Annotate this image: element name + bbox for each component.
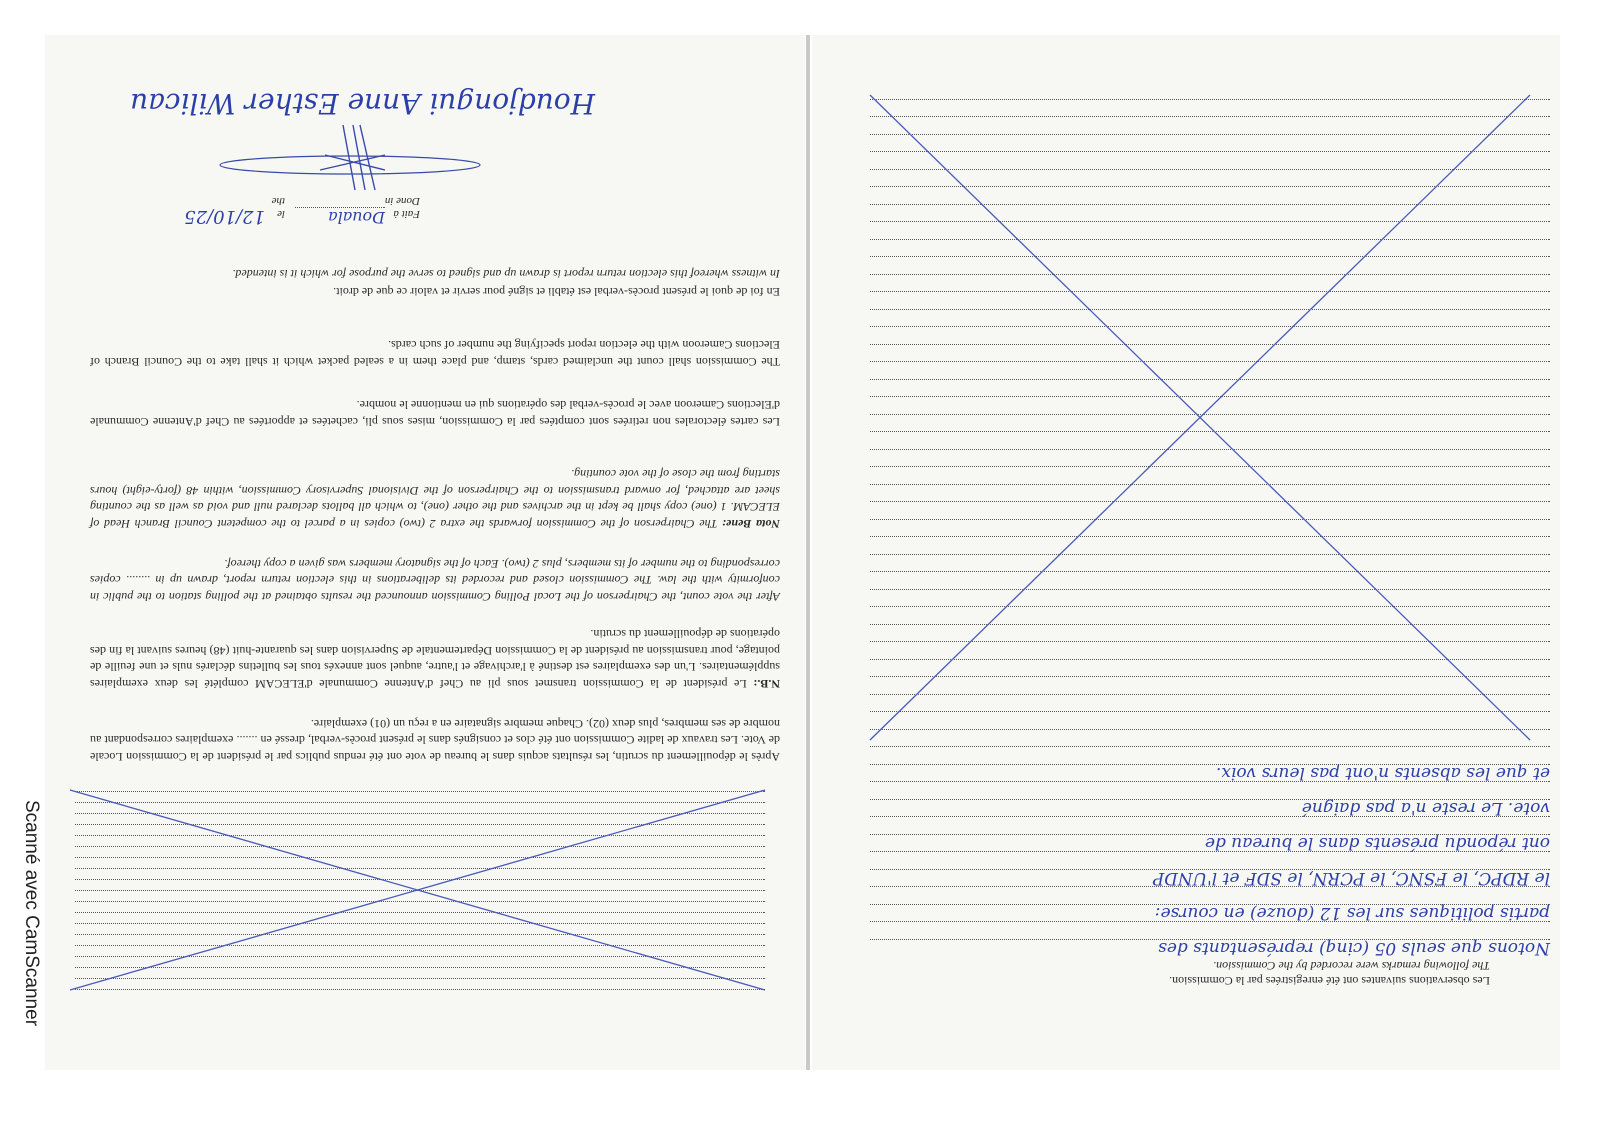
date-field: 12/10/25 xyxy=(184,206,265,227)
remarks-heading-en: The following remarks were recorded by the Commission. xyxy=(1213,959,1490,973)
nota-bene-label: Nota Bene: xyxy=(721,517,780,531)
place-field: Douala xyxy=(295,207,385,227)
left-page xyxy=(45,35,805,1070)
remark-line: et que les absents n'ont pas leurs voix. xyxy=(1215,763,1550,783)
date-label: le the xyxy=(271,195,285,220)
paragraph-results-fr: Après le dépouillement du scrutin, les résultats acquis dans le bureau de vote ont été rendus publics par le président de la Commission Locale de Vote. Les travaux de ladite Commission ont été clos et consignés dans le présent procès-verbal, dressé en ....... exemplaires correspondant au nombre de ses membres, plus deux (02). Chaque membre signataire en a reçu un (01) exemplaire. xyxy=(90,717,780,764)
right-page xyxy=(812,35,1560,1070)
remark-line: ont répondu présents dans le bureau de xyxy=(1204,833,1550,853)
remarks-heading-fr: Les observations suivantes ont été enregistrées par la Commission. xyxy=(1169,974,1490,988)
paragraph-cards-en: The Commission shall count the unclaimed cards, stamp, and place them in a sealed packet which it shall take to the Council Branch of Elections Cameroon with the election report specifying the number of such cards. xyxy=(90,338,780,369)
remark-line: Notons que seuls 05 (cinq) représentants des xyxy=(1158,938,1550,958)
nb-text: Le président de la Commission transmet sous pli au Chef d'Antenne Communale d'ELECAM complété les deux exemplaires supplémentaires. L'un des exemplaires est destiné à l'archivage et l'autre, auquel sont annexés tous les bulletins déclarés nuls et une feuille de pointage, pour transmission au président de la Commission Départementale de Supervision dans les quarante-huit (48) heures suivant la fin des opérations de dépouillement du scrutin. xyxy=(90,627,780,691)
paragraph-cards-fr: Les cartes électorales non retirées sont comptées par la Commission, mises sous pli, cachetées et apportées au Chef d'Antenne Communale d'Elections Cameroon avec le procès-verbal des opérations qui en mentionne le nombre. xyxy=(90,398,780,429)
signature xyxy=(45,35,805,1070)
cross-out-mark xyxy=(812,35,1560,1070)
fait-a-label: Fait à Done in xyxy=(384,195,420,220)
remark-line: partis politiques sur les 12 (douze) en course: xyxy=(1154,903,1550,923)
page-fold xyxy=(806,35,810,1070)
camscanner-watermark: Scanné avec CamScanner xyxy=(21,800,42,1027)
remark-line: vote. Le reste n'a pas daigné xyxy=(1301,798,1550,818)
nota-bene-text: The Chairperson of the Commission forwards the extra 2 (two) copies in a parcel to the competent Council Branch Head of ELECAM. 1 (one) copy shall be kept in the archives and the other (one), to which all ballots declared null and void as well as the counting sheet are attached, for onward transmission to the Chairperson of the Divisional Supervisory Commission, within 48 (forty-eight) hours starting from the close of the vote counting. xyxy=(89,467,780,531)
paragraph-results-en: After the vote count, the Chairperson of the Local Polling Commission announced the results obtained at the polling station to the public in conformity with the law. The Commission closed and recorded its deliberations in this election return report, drawn up in ........ copies corresponding to the number of its members, plus 2 (two). Each of the signatory members was given a copy thereof. xyxy=(90,557,780,604)
paragraph-witness-en: In witness whereof this election return report is drawn up and signed to serve the purpose for which it is intended. xyxy=(232,267,780,281)
signatory-name: Houdjongui Anne Esther Wilicau xyxy=(130,87,595,120)
nb-label: N.B.: xyxy=(753,677,780,691)
paragraph-witness-fr: En foi de quoi le présent procès-verbal est établi et signé pour servir et valoir ce que de droit. xyxy=(333,285,780,299)
remark-line: le RDPC, le FSNC, le PCRN, le SDF et l'UNDP xyxy=(1152,868,1550,888)
